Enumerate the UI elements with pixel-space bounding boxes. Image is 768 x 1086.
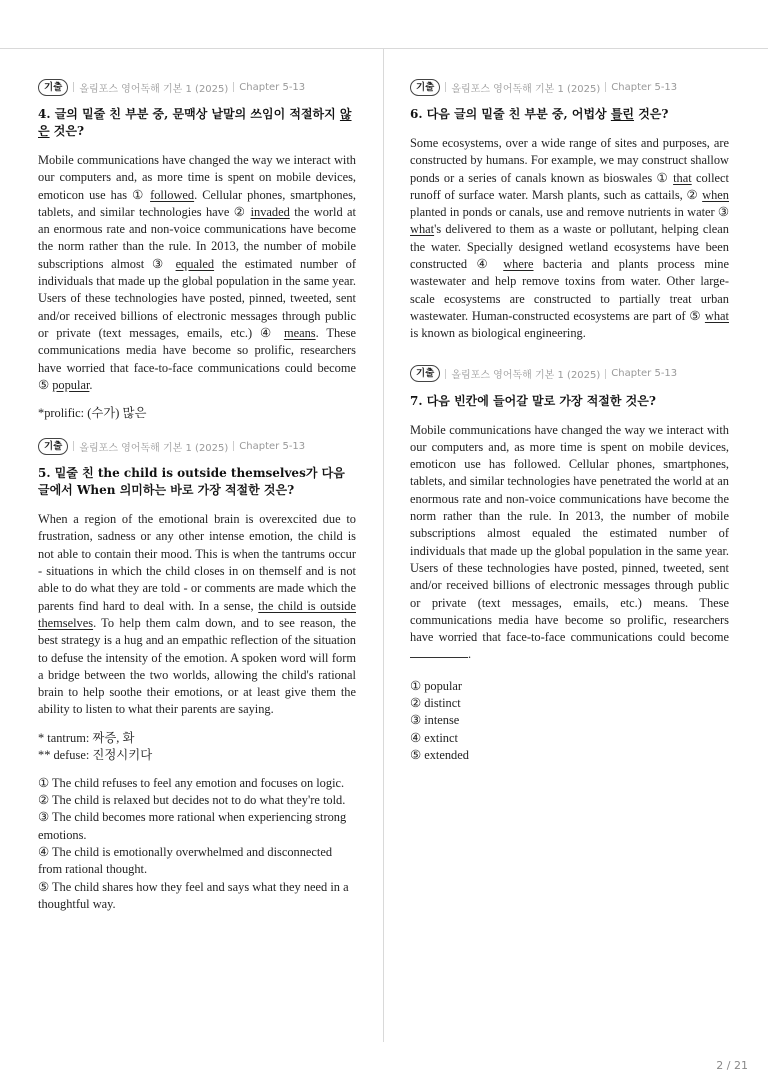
- footnote: *prolific: (수가) 많은: [38, 406, 147, 421]
- passage-text: . Cellular phones, smartphones, tablets, and similar technologies have ②: [38, 187, 357, 219]
- source-tag: [38, 437, 356, 455]
- passage-text: bacteria and plants process mine wastewater and help remove toxins from water. Other large-scale ecosystems are constructed to partially treat urban wastewater. Human-constructed ecosystems are part of ⑤: [410, 257, 729, 323]
- passage-text: 's delivered to them as a waste or pollutant, helping clean the water. Specially designed wetland ecosystems have been constructed ④: [410, 222, 729, 272]
- choice-5[interactable]: ⑤ The child shares how they feel and says what they need in a thoughtful way.: [38, 879, 349, 911]
- choice-3[interactable]: ③ intense: [410, 713, 460, 728]
- tag-separator: [233, 82, 234, 92]
- title-underlined: 않은: [38, 107, 352, 138]
- underlined-word: equaled: [175, 256, 215, 271]
- passage: [410, 135, 729, 343]
- passage-text: When a region of the emotional brain is overexcited due to frustration, sadness or any other intense emotion, the child is not able to contain their mood. This is when the tantrums occur - situations in which the child closes in on themself and is not able to do what they are told - or comments are made which the parents find hard to deal with. In a sense,: [38, 512, 356, 613]
- underlined-word: followed: [150, 187, 195, 202]
- source-tag: [38, 78, 356, 96]
- tag-separator: [605, 369, 606, 379]
- answer-choices: [410, 678, 729, 764]
- left-column: [38, 78, 356, 928]
- question-7: [410, 365, 729, 765]
- source-chapter: Chapter 5-13: [611, 368, 678, 380]
- underlined-word: what: [410, 222, 435, 237]
- title-text: 것은?: [634, 107, 669, 121]
- underlined-phrase: the child is outside themselves: [38, 598, 356, 630]
- question-title: 5. 밑줄 친 the child is outside themselves가 다음 글에서 When 의미하는 바로 가장 적절한 것은?: [38, 466, 345, 498]
- passage-text: Mobile communications have changed the way we interact with our computers and, as more time is spent on mobile devices, emoticon use has followed. Cellular phones, smartphones, tablets, and similar technologies have penetrated the world at an enormous rate and non-voice communications have become the norm rather than the rule. In 2013, the number of mobile subscriptions almost equaled the estimated number of individuals that made up the global population in the same year. Users of these technologies have posted, pinned, tweeted, sent and/or received billions of electronic messages through public or private (text messages, emails, etc.) means. These communications media have become so prolific, researchers have worried that face-to-face communications could become: [410, 422, 729, 645]
- passage-text: . These communications media have become so prolific, researchers have worried that face-to-face communications could become ⑤: [38, 325, 356, 392]
- source-chapter: Chapter 5-13: [611, 81, 678, 93]
- passage-text: collect runoff of surface water. Marsh plants, such as cattails, ②: [410, 170, 730, 202]
- passage: [38, 511, 356, 719]
- title-underlined: 틀린: [610, 107, 635, 121]
- underlined-word: invaded: [250, 204, 290, 219]
- underlined-word: that: [673, 170, 692, 185]
- underlined-word: means: [283, 325, 316, 340]
- source-chapter: Chapter 5-13: [239, 81, 306, 93]
- exam-badge: 기출: [38, 79, 68, 96]
- exam-badge: 기출: [410, 365, 440, 382]
- tag-separator: [233, 441, 234, 451]
- right-column: [410, 78, 729, 779]
- choice-1[interactable]: ① popular: [410, 678, 463, 693]
- passage-text: .: [468, 647, 472, 662]
- source-tag: [410, 78, 729, 96]
- source-book: 올림포스 영어독해 기본 1 (2025): [79, 442, 229, 454]
- source-book: 올림포스 영어독해 기본 1 (2025): [451, 370, 601, 382]
- question-6: [410, 78, 729, 343]
- footnotes: [38, 730, 356, 764]
- choice-3[interactable]: ③ The child becomes more rational when experiencing strong emotions.: [38, 810, 347, 842]
- tag-separator: [445, 82, 446, 92]
- choice-2[interactable]: ② distinct: [410, 696, 461, 711]
- column-divider: [383, 48, 384, 1042]
- tag-separator: [73, 441, 74, 451]
- title-text: 4. 글의 밑줄 친 부분 중, 문맥상 낱말의 쓰임이 적절하지: [38, 107, 340, 121]
- question-4: [38, 78, 356, 422]
- footnote: * tantrum: 짜증, 화: [38, 730, 135, 745]
- underlined-word: where: [503, 257, 534, 272]
- question-title: [38, 106, 356, 140]
- underlined-word: when: [702, 187, 729, 202]
- title-text: 6. 다음 글의 밑줄 친 부분 중, 어법상: [410, 107, 611, 121]
- source-chapter: Chapter 5-13: [239, 440, 306, 452]
- passage-text: Mobile communications have changed the way we interact with our computers and, as more time is spent on mobile devices, emoticon use has ①: [38, 153, 356, 202]
- passage-text: the world at an enormous rate and non-voice communications have become the norm rather than the rule. In 2013, the number of mobile subscriptions almost ③: [38, 204, 356, 271]
- choice-4[interactable]: ④ The child is emotionally overwhelmed and disconnected from rational thought.: [38, 844, 333, 877]
- passage-text: planted in ponds or canals, use and remove nutrients in water ③: [410, 205, 729, 220]
- passage-text: the estimated number of individuals that made up the global population in the same year. Users of these technologies have posted, pinned, tweeted, sent and/or received billions of electronic messages through public or private (text messages, emails, etc.) ④: [38, 256, 356, 340]
- passage: [410, 422, 729, 664]
- choice-1[interactable]: ① The child refuses to feel any emotion and focuses on logic.: [38, 775, 345, 790]
- underlined-word: popular: [52, 377, 90, 392]
- passage-text: Some ecosystems, over a wide range of sites and purposes, are constructed by humans. For example, we may construct shallow ponds or a series of canals known as bioswales ①: [410, 136, 729, 185]
- tag-separator: [445, 369, 446, 379]
- passage-text: is known as biological engineering.: [410, 326, 586, 341]
- tag-separator: [73, 82, 74, 92]
- source-tag: [410, 365, 729, 383]
- passage-text: . To help them calm down, and to see reason, the best strategy is a hug and an empathic reflection of the situation to defuse the intensity of the emotion. A spoken word will form a bridge between the two worlds, allowing the child's rational brain to help soothe their emotions, or at least give them the ability to listen to what their parents are saying.: [38, 615, 356, 717]
- exam-badge: 기출: [410, 79, 440, 96]
- header-divider: [0, 48, 768, 49]
- choice-2[interactable]: ② The child is relaxed but decides not to do what they're told.: [38, 793, 346, 808]
- answer-choices: [38, 775, 356, 913]
- underlined-word: what: [704, 308, 729, 323]
- choice-4[interactable]: ④ extinct: [410, 730, 458, 745]
- page-number: 2 / 21: [716, 1059, 748, 1072]
- title-text: 것은?: [49, 124, 84, 138]
- choice-5[interactable]: ⑤ extended: [410, 747, 469, 762]
- passage: [38, 152, 356, 394]
- exam-badge: 기출: [38, 438, 68, 455]
- answer-blank: [410, 646, 468, 658]
- source-book: 올림포스 영어독해 기본 1 (2025): [79, 83, 229, 95]
- question-5: [38, 437, 356, 913]
- passage-text: .: [89, 377, 93, 392]
- tag-separator: [605, 82, 606, 92]
- source-book: 올림포스 영어독해 기본 1 (2025): [451, 83, 601, 95]
- question-title: [410, 106, 729, 123]
- question-title: 7. 다음 빈칸에 들어갈 말로 가장 적절한 것은?: [410, 393, 656, 408]
- footnote: ** defuse: 진정시키다: [38, 747, 153, 762]
